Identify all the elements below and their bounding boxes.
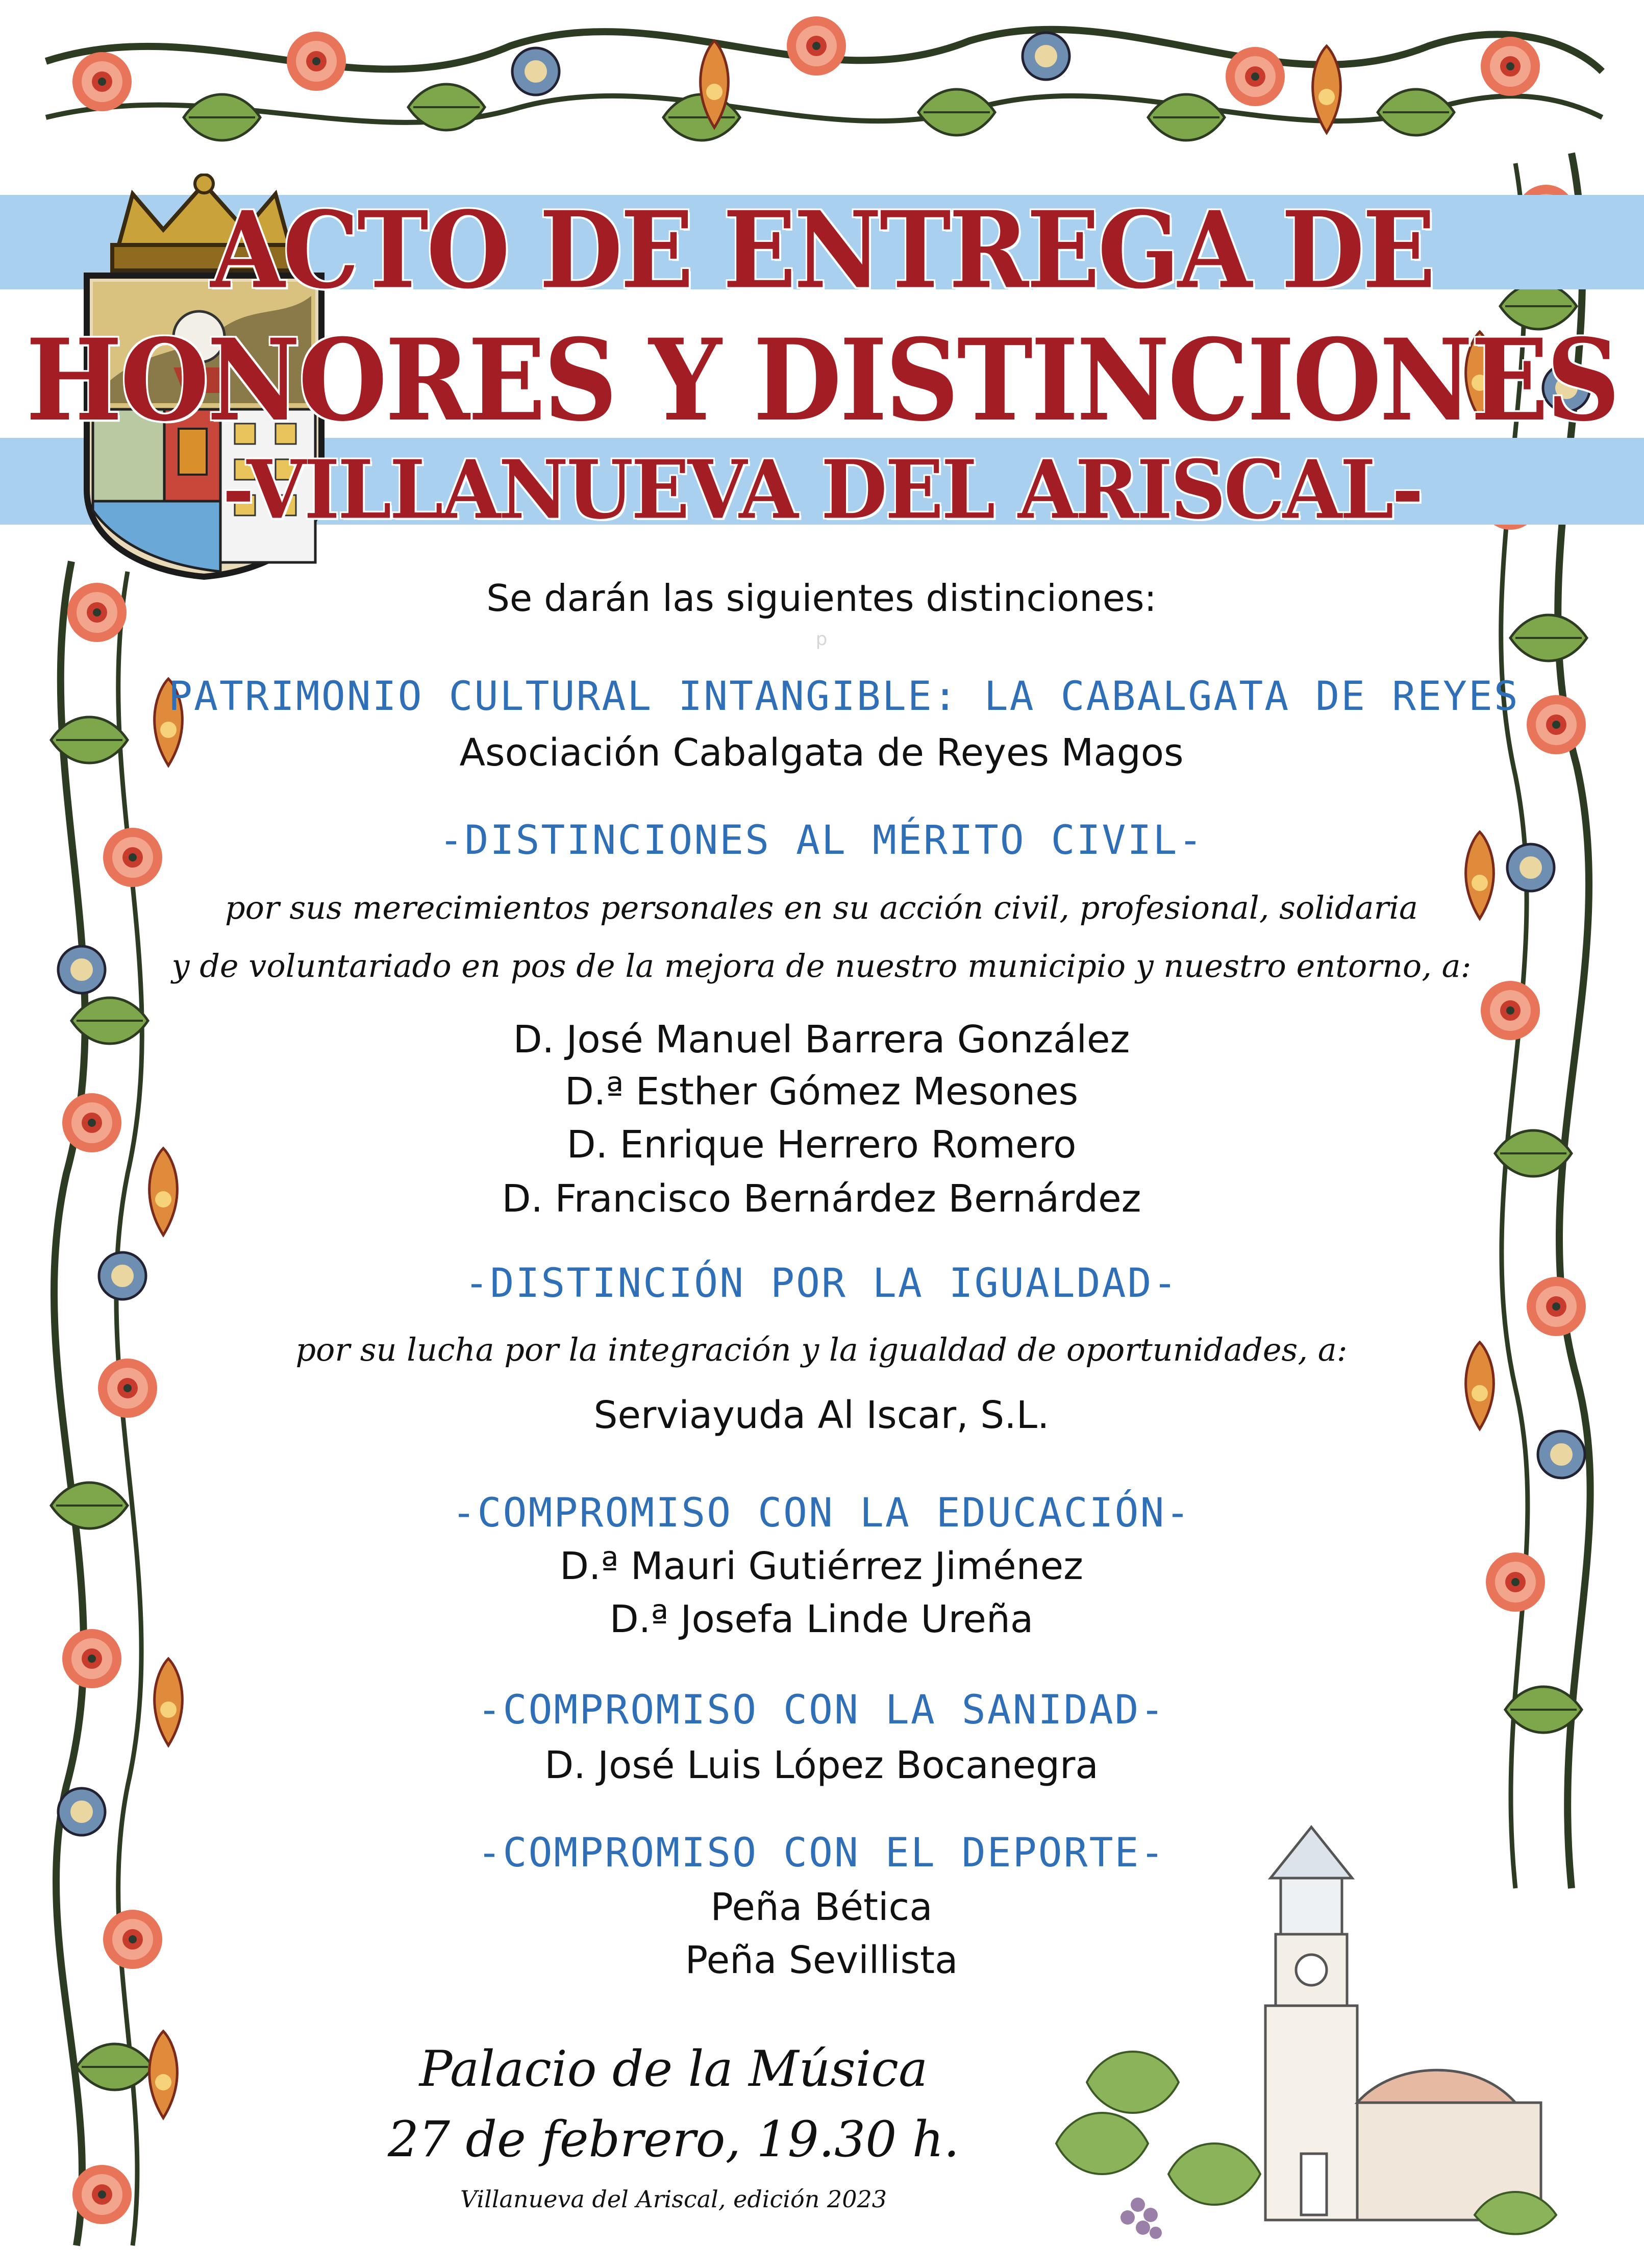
title-line-1: ACTO DE ENTREGA DE — [210, 188, 1434, 313]
desc-merito-1: por sus merecimientos personales en su acción civil, profesional, solidaria — [225, 889, 1418, 926]
name-deporte-2: Peña Sevillista — [685, 1938, 958, 1982]
name-merito-4: D. Francisco Bernárdez Bernárdez — [502, 1177, 1141, 1221]
name-deporte-1: Peña Bética — [710, 1885, 933, 1929]
name-educacion-2: D.ª Josefa Linde Ureña — [609, 1597, 1034, 1641]
stray-mark: p — [815, 629, 828, 650]
title-line-3: -VILLANUEVA DEL ARISCAL- — [222, 442, 1422, 537]
footer-venue: Palacio de la Música — [419, 2040, 928, 2098]
name-merito-3: D. Enrique Herrero Romero — [566, 1123, 1077, 1167]
church-sketch-icon — [1026, 1817, 1612, 2246]
footer-datetime: 27 de febrero, 19.30 h. — [387, 2111, 960, 2168]
intro-text: Se darán las siguientes distinciones: — [486, 577, 1157, 620]
name-igualdad-1: Serviayuda Al Iscar, S.L. — [593, 1393, 1050, 1437]
name-merito-2: D.ª Esther Gómez Mesones — [564, 1070, 1079, 1114]
heading-igualdad: -DISTINCIÓN POR LA IGUALDAD- — [464, 1261, 1179, 1306]
footer-edition: Villanueva del Ariscal, edición 2023 — [460, 2185, 887, 2213]
heading-deporte: -COMPROMISO CON EL DEPORTE- — [477, 1830, 1166, 1876]
title-line-2: HONORES Y DISTINCIONES — [26, 314, 1618, 447]
heading-merito-civil: -DISTINCIONES AL MÉRITO CIVIL- — [439, 818, 1204, 864]
name-merito-1: D. José Manuel Barrera González — [513, 1018, 1130, 1062]
heading-educacion: -COMPROMISO CON LA EDUCACIÓN- — [452, 1490, 1191, 1536]
desc-igualdad-1: por su lucha por la integración y la igualdad de oportunidades, a: — [295, 1331, 1348, 1368]
name-sanidad-1: D. José Luis López Bocanegra — [544, 1743, 1099, 1787]
name-educacion-1: D.ª Mauri Gutiérrez Jiménez — [560, 1544, 1083, 1588]
desc-merito-2: y de voluntariado en pos de la mejora de nuestro municipio y nuestro entorno, a: — [171, 947, 1472, 984]
heading-patrimonio: PATRIMONIO CULTURAL INTANGIBLE: LA CABALGATA DE REYES — [168, 674, 1520, 720]
name-patrimonio-1: Asociación Cabalgata de Reyes Magos — [459, 731, 1184, 775]
heading-sanidad: -COMPROMISO CON LA SANIDAD- — [477, 1687, 1166, 1733]
